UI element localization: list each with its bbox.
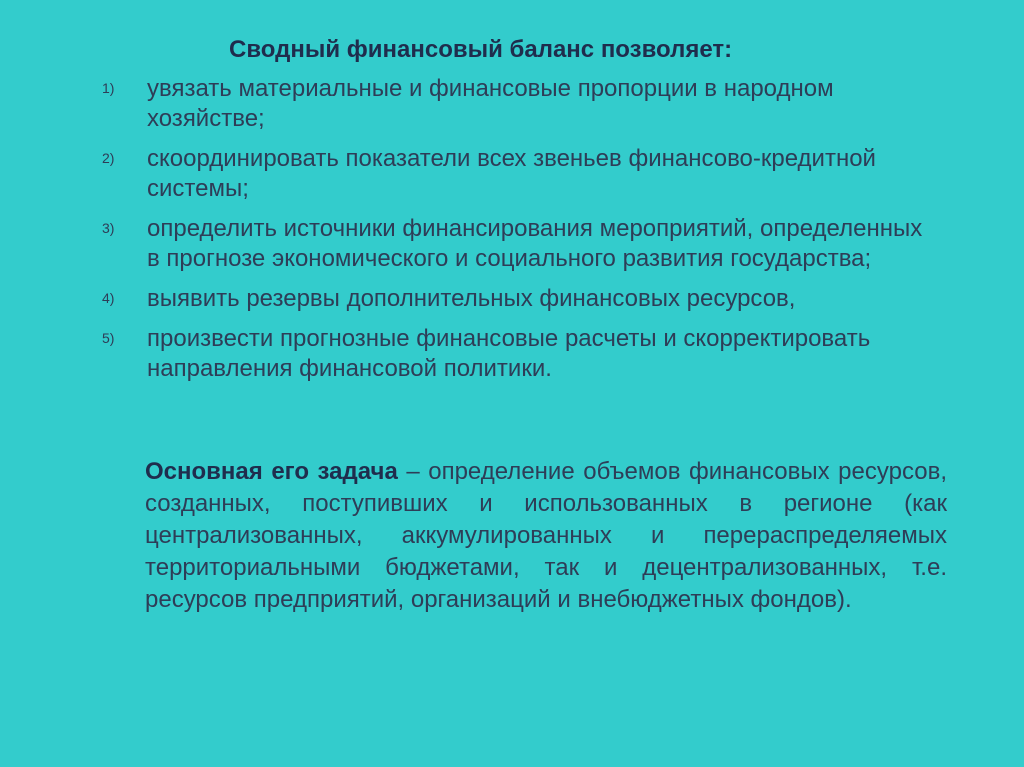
list-item-number: 5) [102, 330, 115, 346]
list-item [0, 284, 1024, 314]
list-item [0, 214, 1024, 274]
main-task-lead: Основная его задача [145, 458, 398, 485]
list-item-text: увязать материальные и финансовые пропорции в народном хозяйстве; [147, 75, 834, 132]
list-item-text: определить источники финансирования мероприятий, определенных в прогнозе экономического и социального развития государства; [147, 215, 923, 272]
numbered-list [0, 74, 1024, 394]
list-item-text: выявить резервы дополнительных финансовых ресурсов, [147, 285, 796, 312]
main-task-text: – определение объемов финансовых ресурсов, созданных, поступивших и использованных в регионе (как централизованных, аккумулированных и перераспределяемых территориальными бюджетами, так и децентрализованных, т.е. ресурсов предприятий, организаций и внебюджетных фондов). [145, 458, 947, 613]
list-item-text: скоординировать показатели всех звеньев финансово-кредитной системы; [147, 145, 876, 202]
list-item [0, 74, 1024, 134]
list-item [0, 144, 1024, 204]
list-item-number: 3) [102, 220, 115, 236]
list-item-number: 2) [102, 150, 115, 166]
list-item-text: произвести прогнозные финансовые расчеты и скорректировать направления финансовой политики. [147, 325, 871, 382]
list-item-number: 4) [102, 290, 115, 306]
list-item [0, 324, 1024, 384]
list-item-number: 1) [102, 80, 115, 96]
main-task-paragraph [145, 456, 947, 616]
slide-heading: Сводный финансовый баланс позволяет: [229, 36, 733, 63]
